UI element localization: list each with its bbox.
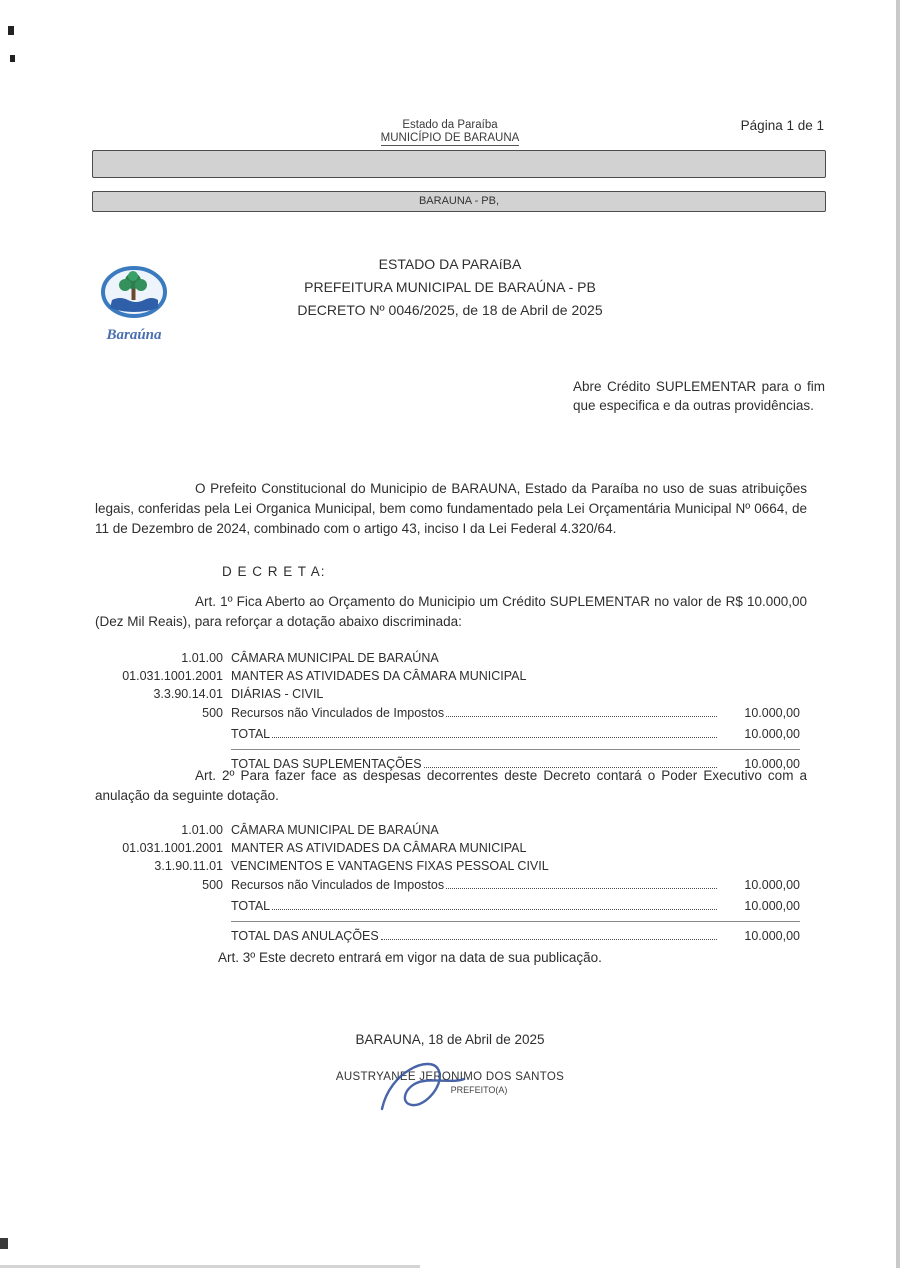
table-row [95,857,800,875]
article-2: Art. 2º Para fazer face as despesas decorrentes deste Decreto contará o Poder Executivo com a anulação da seguinte dotação. [95,768,807,803]
amount-label: Recursos não Vinculados de Impostos [231,706,445,720]
amount-row [95,876,800,894]
decreta-heading: D E C R E T A: [222,564,326,579]
amount-value: 10.000,00 [744,878,800,892]
budget-code: 1.01.00 [181,651,223,665]
header-state-line: Estado da Paraíba [402,119,498,131]
table-row [95,667,800,685]
dotted-leader [272,909,717,910]
article-1: Art. 1º Fica Aberto ao Orçamento do Municipio um Crédito SUPLEMENTAR no valor de R$ 10.000,00 (Dez Mil Reais), para reforçar a dotação abaixo discriminada: [95,594,807,629]
amount-label: TOTAL [231,727,271,741]
dateline: BARAUNA, 18 de Abril de 2025 [355,1032,545,1047]
dotted-leader [381,939,717,940]
source-code: 500 [202,878,223,892]
amount-value: 10.000,00 [744,727,800,741]
title-decreto: DECRETO Nº 0046/2025, de 18 de Abril de 2025 [297,302,603,318]
amount-value: 10.000,00 [744,757,800,771]
ementa-summary: Abre Crédito SUPLEMENTAR para o fim que especifica e da outras providências. [573,379,825,413]
header-municipality-text: MUNICÍPIO DE BARAUNA [380,132,520,144]
amount-label: TOTAL DAS ANULAÇÕES [231,929,379,943]
logo-caption: Baraúna [106,327,162,343]
dotted-leader [446,888,717,889]
signature-block [0,1071,900,1095]
header-field-box-city: BARAUNA - PB, [92,191,826,212]
source-code: 500 [202,706,223,720]
budget-desc: CÂMARA MUNICIPAL DE BARAÚNA [231,651,439,665]
amount-value: 10.000,00 [744,899,800,913]
amount-label: Recursos não Vinculados de Impostos [231,878,445,892]
preamble-paragraph: O Prefeito Constitucional do Municipio de BARAUNA, Estado da Paraíba no uso de suas atribuições legais, conferidas pela Lei Organica Municipal, bem como fundamentado pela Lei Orçamentária Municipal Nº 0664, de 11 de Dezembro de 2024, combinado com o artigo 43, inciso I da Lei Federal 4.320/64. [95,481,807,536]
budget-desc: CÂMARA MUNICIPAL DE BARAÚNA [231,823,439,837]
budget-desc: MANTER AS ATIVIDADES DA CÂMARA MUNICIPAL [231,841,527,855]
total-row [95,897,800,915]
suplementacao-table [95,649,800,773]
amount-label: TOTAL DAS SUPLEMENTAÇÕES [231,757,422,771]
budget-code: 01.031.1001.2001 [122,669,223,683]
anulacao-table [95,821,800,945]
page-number-indicator: Página 1 de 1 [740,118,824,133]
scan-artifact [10,55,15,62]
grand-total-row [95,927,800,945]
total-rule [231,921,800,922]
budget-desc: VENCIMENTOS E VANTAGENS FIXAS PESSOAL CIVIL [231,859,549,873]
scan-artifact [0,1238,8,1249]
scan-artifact [8,26,14,35]
table-row [95,839,800,857]
table-row [95,821,800,839]
budget-desc: MANTER AS ATIVIDADES DA CÂMARA MUNICIPAL [231,669,527,683]
amount-value: 10.000,00 [744,929,800,943]
budget-code: 01.031.1001.2001 [122,841,223,855]
budget-code: 3.1.90.11.01 [154,859,223,873]
total-row [95,725,800,743]
dotted-leader [446,716,717,717]
amount-row [95,704,800,722]
dotted-leader [272,737,717,738]
amount-label: TOTAL [231,899,271,913]
table-row [95,649,800,667]
document-title-block [0,253,900,322]
budget-code: 1.01.00 [181,823,223,837]
signer-name: AUSTRYANEE JERONIMO DOS SANTOS [335,1071,565,1083]
header-municipality-line [0,132,900,144]
table-row [95,685,800,703]
budget-code: 3.3.90.14.01 [153,687,223,701]
total-rule [231,749,800,750]
title-state: ESTADO DA PARAíBA [378,256,522,272]
article-3: Art. 3º Este decreto entrará em vigor na data de sua publicação. [218,950,602,965]
signer-role: PREFEITO(A) [450,1085,508,1095]
budget-desc: DIÁRIAS - CIVIL [231,687,324,701]
amount-value: 10.000,00 [744,706,800,720]
header-field-box-empty [92,150,826,178]
title-prefeitura: PREFEITURA MUNICIPAL DE BARAÚNA - PB [304,279,596,295]
